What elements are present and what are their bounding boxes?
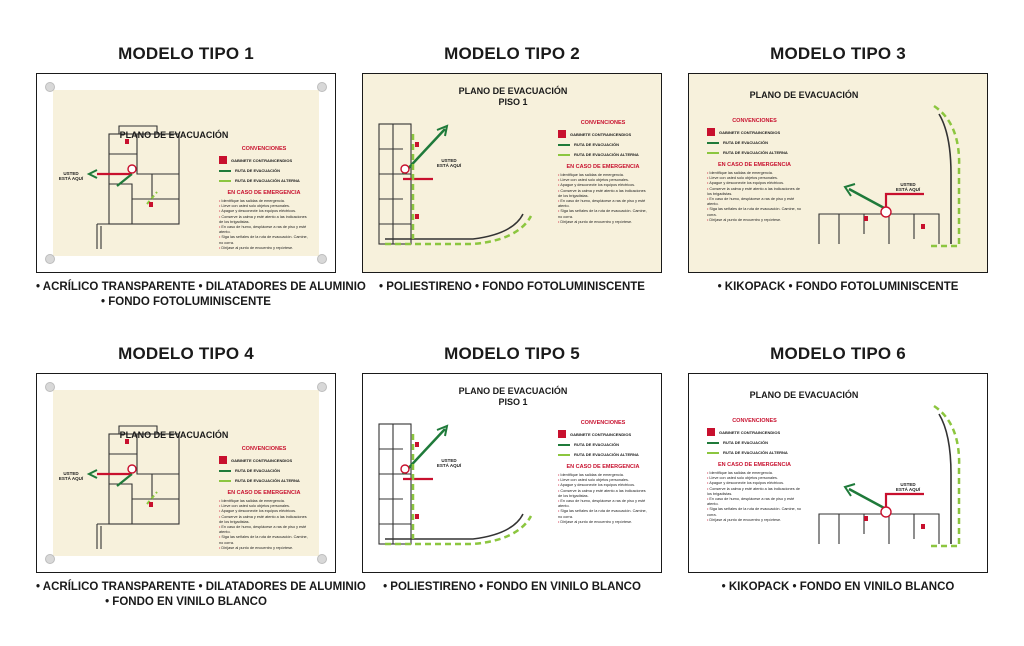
evacuation-sign-panel bbox=[688, 73, 988, 273]
model-features bbox=[688, 280, 988, 295]
sign-legend bbox=[219, 146, 309, 251]
legend-heading: CONVENCIONES bbox=[241, 146, 287, 152]
sign-title bbox=[729, 390, 879, 401]
legend-label: RUTA DE EVACUACIÓN bbox=[574, 142, 620, 147]
emergency-item: • Lleve con usted solo objetos personales. bbox=[558, 178, 648, 183]
evacuation-sign-panel bbox=[688, 373, 988, 573]
floor-plan bbox=[819, 414, 951, 544]
evacuation-sign-panel bbox=[36, 73, 336, 273]
legend-item bbox=[219, 156, 309, 164]
model-title: MODELO TIPO 2 bbox=[444, 44, 580, 63]
legend-label: GABINETE CONTRAINCENDIOS bbox=[719, 429, 781, 435]
legend-item bbox=[558, 130, 648, 138]
model-title: MODELO TIPO 3 bbox=[770, 44, 906, 63]
floor-plan bbox=[379, 124, 411, 244]
sign-legend bbox=[707, 118, 802, 223]
legend-label: RUTA DE EVACUACIÓN ALTERNA bbox=[574, 152, 639, 157]
sign-title-text: PLANO DE EVACUACIÓN bbox=[119, 430, 229, 440]
emergency-item: • Conserve la calma y esté atento a las indicaciones de los brigadistas. bbox=[558, 189, 648, 199]
emergency-item: • Lleve con usted solo objetos personales. bbox=[219, 504, 309, 509]
features-line: • KIKOPACK • FONDO FOTOLUMINISCENTE bbox=[717, 281, 959, 293]
route-arrow-icon bbox=[219, 170, 231, 172]
emergency-item: • Conserve la calma y esté atento a las indicaciones de los brigadistas. bbox=[219, 215, 309, 225]
model-title: MODELO TIPO 4 bbox=[118, 344, 254, 363]
emergency-item: • Lleve con usted solo objetos personales. bbox=[707, 476, 802, 481]
alternate-route-icon bbox=[219, 480, 231, 482]
legend-item bbox=[219, 167, 309, 174]
legend-heading: CONVENCIONES bbox=[241, 446, 287, 452]
features-line: • ACRÍLICO TRANSPARENTE • DILATADORES DE ALUMINIO bbox=[36, 581, 366, 593]
legend-label: RUTA DE EVACUACIÓN bbox=[723, 140, 769, 145]
sign-subtitle: PISO 1 bbox=[498, 97, 528, 107]
model-title: MODELO TIPO 5 bbox=[444, 344, 580, 363]
sign-legend bbox=[707, 418, 802, 523]
legend-label: RUTA DE EVACUACIÓN bbox=[723, 440, 769, 445]
sign-legend bbox=[558, 120, 648, 225]
emergency-item: • Lleve con usted solo objetos personales. bbox=[219, 204, 309, 209]
emergency-item: • Lleve con usted solo objetos personales. bbox=[707, 176, 802, 181]
emergency-item: • Identifique las salidas de emergencia. bbox=[558, 173, 648, 178]
alternate-route-icon bbox=[707, 152, 719, 154]
emergency-item: • Apague y desconecte los equipos eléctricos. bbox=[707, 181, 802, 186]
emergency-list bbox=[558, 473, 648, 525]
emergency-list bbox=[707, 171, 802, 223]
evacuation-route bbox=[89, 139, 157, 207]
emergency-item: • Identifique las salidas de emergencia. bbox=[219, 499, 309, 504]
emergency-item: • Identifique las salidas de emergencia. bbox=[219, 199, 309, 204]
legend-item bbox=[707, 139, 802, 146]
legend-heading: CONVENCIONES bbox=[732, 418, 777, 424]
alternate-route-icon bbox=[558, 454, 570, 456]
you-are-here-label: USTED ESTÁ AQUÍ bbox=[436, 458, 462, 468]
floor-plan bbox=[379, 424, 411, 544]
you-are-here-label: USTED ESTÁ AQUÍ bbox=[58, 471, 84, 481]
emergency-item: • Conserve la calma y esté atento a las indicaciones de los brigadistas. bbox=[558, 489, 648, 499]
model-title: MODELO TIPO 6 bbox=[770, 344, 906, 363]
sign-title bbox=[99, 430, 249, 441]
fire-cabinet-icon bbox=[707, 128, 715, 136]
legend-item bbox=[219, 177, 309, 184]
route-arrow-icon bbox=[558, 444, 570, 446]
model-features bbox=[362, 580, 662, 595]
emergency-heading: EN CASO DE EMERGENCIA bbox=[566, 464, 640, 470]
legend-label: GABINETE CONTRAINCENDIOS bbox=[231, 157, 293, 163]
sign-title-text: PLANO DE EVACUACIÓN bbox=[749, 90, 859, 100]
legend-item bbox=[219, 467, 309, 474]
model-title: MODELO TIPO 1 bbox=[118, 44, 254, 63]
legend-item bbox=[707, 428, 802, 436]
emergency-item: • Apague y desconecte los equipos eléctricos. bbox=[707, 481, 802, 486]
sign-title bbox=[99, 130, 249, 141]
evacuation-route bbox=[385, 126, 531, 244]
features-line: • POLIESTIRENO • FONDO FOTOLUMINISCENTE bbox=[379, 281, 645, 293]
emergency-item: • Diríjase al punto de encuentro y repórtese. bbox=[707, 218, 802, 223]
evacuation-route bbox=[385, 426, 531, 544]
emergency-heading: EN CASO DE EMERGENCIA bbox=[566, 164, 640, 170]
you-are-here-label: USTED ESTÁ AQUÍ bbox=[436, 158, 462, 168]
emergency-item: • Apague y desconecte los equipos eléctricos. bbox=[219, 209, 309, 214]
emergency-item: • En caso de humo, desplácese a ras de piso y esté atento. bbox=[707, 197, 802, 207]
legend-item bbox=[558, 141, 648, 148]
emergency-item: • En caso de humo, desplácese a ras de piso y esté atento. bbox=[707, 497, 802, 507]
sign-title bbox=[438, 386, 588, 408]
evacuation-sign-panel bbox=[362, 373, 662, 573]
evacuation-route bbox=[845, 406, 959, 546]
floor-plan bbox=[97, 126, 179, 249]
legend-heading: CONVENCIONES bbox=[580, 120, 626, 126]
sign-title-text: PLANO DE EVACUACIÓN bbox=[749, 390, 859, 400]
emergency-item: • Apague y desconecte los equipos eléctricos. bbox=[219, 509, 309, 514]
legend-heading: CONVENCIONES bbox=[580, 420, 626, 426]
emergency-item: • Siga las señales de la ruta de evacuación. Camine, no corra. bbox=[707, 507, 802, 517]
fire-cabinet-icon bbox=[219, 456, 227, 464]
emergency-item: • Diríjase al punto de encuentro y repórtese. bbox=[219, 246, 309, 251]
sign-legend bbox=[219, 446, 309, 551]
you-are-here-label: USTED ESTÁ AQUÍ bbox=[58, 171, 84, 181]
legend-label: RUTA DE EVACUACIÓN ALTERNA bbox=[723, 450, 788, 455]
emergency-item: • Diríjase al punto de encuentro y repórtese. bbox=[219, 546, 309, 551]
features-line: • ACRÍLICO TRANSPARENTE • DILATADORES DE ALUMINIO bbox=[36, 281, 366, 293]
legend-item bbox=[707, 439, 802, 446]
legend-item bbox=[558, 151, 648, 158]
emergency-heading: EN CASO DE EMERGENCIA bbox=[227, 490, 301, 496]
fire-cabinet-icon bbox=[707, 428, 715, 436]
floor-plan bbox=[97, 426, 179, 549]
emergency-item: • Diríjase al punto de encuentro y repórtese. bbox=[558, 520, 648, 525]
sign-legend bbox=[558, 420, 648, 525]
alternate-route-icon bbox=[707, 452, 719, 454]
emergency-item: • Siga las señales de la ruta de evacuación. Camine, no corra. bbox=[219, 535, 309, 545]
evacuation-sign-panel bbox=[362, 73, 662, 273]
emergency-heading: EN CASO DE EMERGENCIA bbox=[717, 462, 792, 468]
sign-title bbox=[729, 90, 879, 101]
legend-heading: CONVENCIONES bbox=[732, 118, 777, 124]
fire-cabinet-icon bbox=[219, 156, 227, 164]
sign-title-text: PLANO DE EVACUACIÓN bbox=[458, 386, 568, 396]
legend-label: RUTA DE EVACUACIÓN ALTERNA bbox=[235, 478, 300, 483]
sign-title bbox=[438, 86, 588, 108]
sign-title-text: PLANO DE EVACUACIÓN bbox=[458, 86, 568, 96]
legend-item bbox=[219, 456, 309, 464]
model-features bbox=[362, 280, 662, 295]
emergency-item: • Siga las señales de la ruta de evacuación. Camine, no corra. bbox=[707, 207, 802, 217]
emergency-list bbox=[219, 499, 309, 551]
emergency-item: • Conserve la calma y esté atento a las indicaciones de los brigadistas. bbox=[707, 187, 802, 197]
emergency-item: • En caso de humo, desplácese a ras de piso y esté atento. bbox=[558, 499, 648, 509]
emergency-item: • Siga las señales de la ruta de evacuación. Camine, no corra. bbox=[558, 209, 648, 219]
legend-label: GABINETE CONTRAINCENDIOS bbox=[231, 457, 293, 463]
legend-label: RUTA DE EVACUACIÓN bbox=[235, 168, 281, 173]
emergency-list bbox=[219, 199, 309, 251]
emergency-item: • Siga las señales de la ruta de evacuación. Camine, no corra. bbox=[558, 509, 648, 519]
evacuation-sign-panel bbox=[36, 373, 336, 573]
emergency-list bbox=[707, 471, 802, 523]
alternate-route-icon bbox=[558, 154, 570, 156]
emergency-item: • Apague y desconecte los equipos eléctricos. bbox=[558, 183, 648, 188]
sign-title-text: PLANO DE EVACUACIÓN bbox=[119, 130, 229, 140]
legend-label: RUTA DE EVACUACIÓN ALTERNA bbox=[574, 452, 639, 457]
route-arrow-icon bbox=[219, 470, 231, 472]
emergency-item: • En caso de humo, desplácese a ras de piso y esté atento. bbox=[219, 225, 309, 235]
route-arrow-icon bbox=[707, 142, 719, 144]
legend-item bbox=[558, 430, 648, 438]
legend-label: RUTA DE EVACUACIÓN ALTERNA bbox=[723, 150, 788, 155]
route-arrow-icon bbox=[707, 442, 719, 444]
legend-label: RUTA DE EVACUACIÓN ALTERNA bbox=[235, 178, 300, 183]
features-line: • POLIESTIRENO • FONDO EN VINILO BLANCO bbox=[383, 581, 641, 593]
legend-item bbox=[558, 441, 648, 448]
features-line: • FONDO EN VINILO BLANCO bbox=[105, 596, 267, 608]
you-are-here-label: USTED ESTÁ AQUÍ bbox=[895, 482, 921, 492]
emergency-item: • Identifique las salidas de emergencia. bbox=[707, 471, 802, 476]
legend-item bbox=[707, 149, 802, 156]
legend-item bbox=[558, 451, 648, 458]
legend-label: RUTA DE EVACUACIÓN bbox=[574, 442, 620, 447]
legend-label: GABINETE CONTRAINCENDIOS bbox=[570, 431, 632, 437]
emergency-item: • Conserve la calma y esté atento a las indicaciones de los brigadistas. bbox=[707, 487, 802, 497]
emergency-item: • Conserve la calma y esté atento a las indicaciones de los brigadistas. bbox=[219, 515, 309, 525]
features-line: • FONDO FOTOLUMINISCENTE bbox=[101, 296, 271, 308]
model-features bbox=[36, 280, 366, 310]
model-features bbox=[688, 580, 988, 595]
model-features bbox=[36, 580, 366, 610]
route-arrow-icon bbox=[558, 144, 570, 146]
emergency-heading: EN CASO DE EMERGENCIA bbox=[227, 190, 301, 196]
fire-cabinet-icon bbox=[558, 130, 566, 138]
you-are-here-label: USTED ESTÁ AQUÍ bbox=[895, 182, 921, 192]
emergency-item: • Identifique las salidas de emergencia. bbox=[558, 473, 648, 478]
legend-item bbox=[707, 449, 802, 456]
emergency-heading: EN CASO DE EMERGENCIA bbox=[717, 162, 792, 168]
emergency-item: • Lleve con usted solo objetos personales. bbox=[558, 478, 648, 483]
legend-item bbox=[219, 477, 309, 484]
features-line: • KIKOPACK • FONDO EN VINILO BLANCO bbox=[721, 581, 955, 593]
emergency-item: • Diríjase al punto de encuentro y repórtese. bbox=[558, 220, 648, 225]
legend-item bbox=[707, 128, 802, 136]
floor-plan bbox=[819, 114, 951, 244]
emergency-item: • Identifique las salidas de emergencia. bbox=[707, 171, 802, 176]
emergency-item: • En caso de humo, desplácese a ras de piso y esté atento. bbox=[558, 199, 648, 209]
fire-cabinet-icon bbox=[558, 430, 566, 438]
legend-label: GABINETE CONTRAINCENDIOS bbox=[570, 131, 632, 137]
emergency-item: • En caso de humo, desplácese a ras de piso y esté atento. bbox=[219, 525, 309, 535]
legend-label: GABINETE CONTRAINCENDIOS bbox=[719, 129, 781, 135]
alternate-route-icon bbox=[219, 180, 231, 182]
sign-subtitle: PISO 1 bbox=[498, 397, 528, 407]
emergency-list bbox=[558, 173, 648, 225]
evacuation-route bbox=[89, 439, 157, 507]
emergency-item: • Siga las señales de la ruta de evacuación. Camine, no corra. bbox=[219, 235, 309, 245]
legend-label: RUTA DE EVACUACIÓN bbox=[235, 468, 281, 473]
evacuation-route bbox=[845, 106, 959, 246]
emergency-item: • Diríjase al punto de encuentro y repórtese. bbox=[707, 518, 802, 523]
emergency-item: • Apague y desconecte los equipos eléctricos. bbox=[558, 483, 648, 488]
